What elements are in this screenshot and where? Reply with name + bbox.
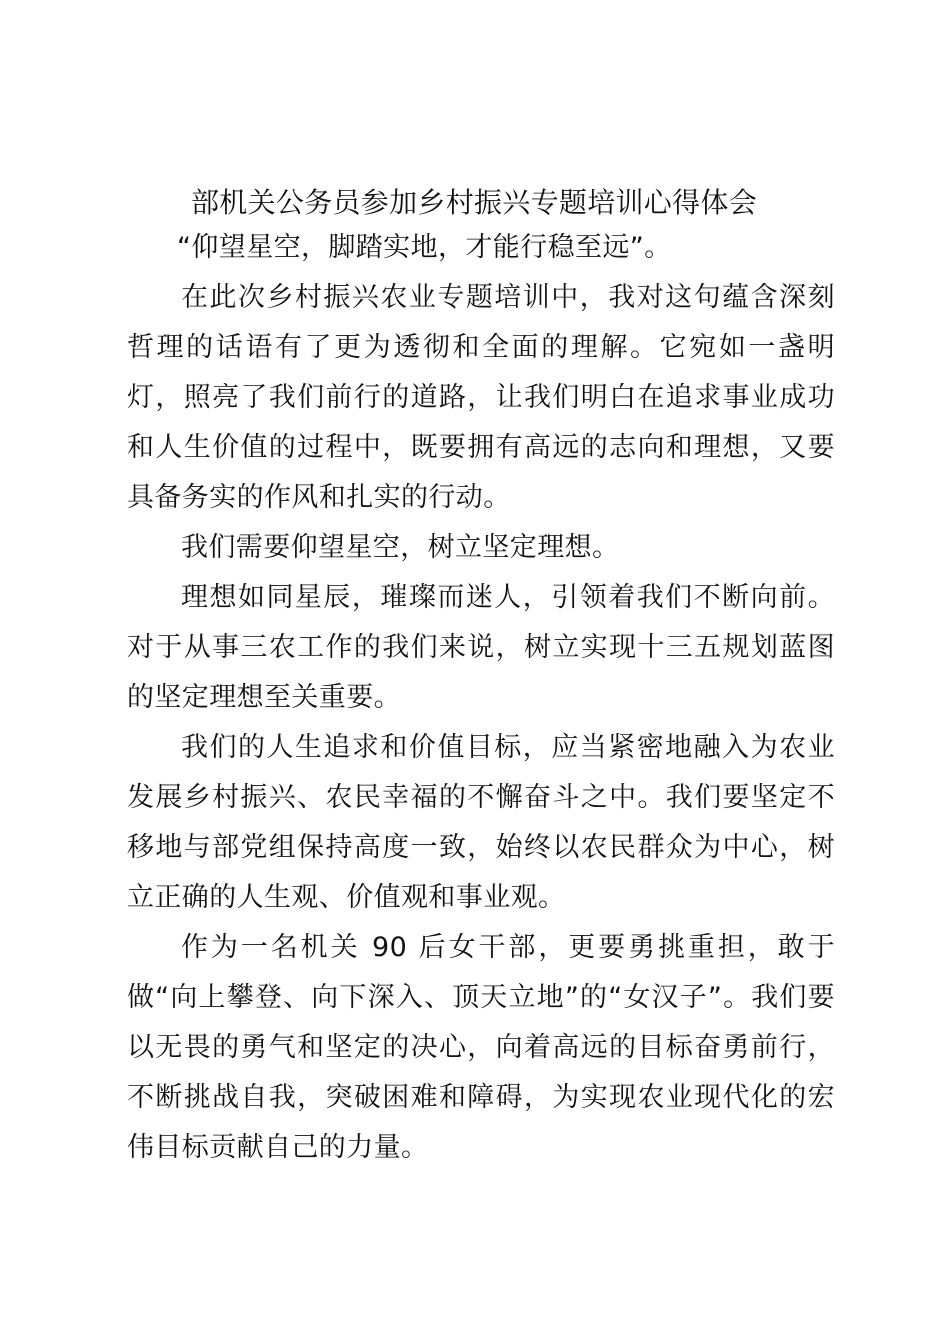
- opening-quote: “仰望星空，脚踏实地，才能行稳至远”。: [177, 232, 672, 263]
- document-body: [127, 183, 835, 1173]
- paragraph-2: 我们需要仰望星空，树立坚定理想。: [181, 532, 620, 563]
- paragraph-4: 我们的人生追求和价值目标，应当紧密地融入为农业发展乡村振兴、农民幸福的不懈奋斗之中。我们要坚定不移地与部党组保持高度一致，始终以农民群众为中心，树立正确的人生观、价值观和事业观。: [127, 732, 835, 913]
- document-title: 部机关公务员参加乡村振兴专题培训心得体会: [191, 186, 758, 219]
- paragraph-5: 作为一名机关 90 后女干部，更要勇挑重担，敢于做“向上攀登、向下深入、顶天立地”的“女汉子”。我们要以无畏的勇气和坚定的决心，向着高远的目标奋勇前行，不断挑战自我，突破困难和障碍，为实现农业现代化的宏伟目标贡献自己的力量。: [127, 932, 835, 1163]
- paragraph-1: 在此次乡村振兴农业专题培训中，我对这句蕴含深刻哲理的话语有了更为透彻和全面的理解。它宛如一盏明灯，照亮了我们前行的道路，让我们明白在追求事业成功和人生价值的过程中，既要拥有高远的志向和理想，又要具备务实的作风和扎实的行动。: [127, 282, 835, 513]
- paragraph-3: 理想如同星辰，璀璨而迷人，引领着我们不断向前。对于从事三农工作的我们来说，树立实现十三五规划蓝图的坚定理想至关重要。: [127, 582, 835, 713]
